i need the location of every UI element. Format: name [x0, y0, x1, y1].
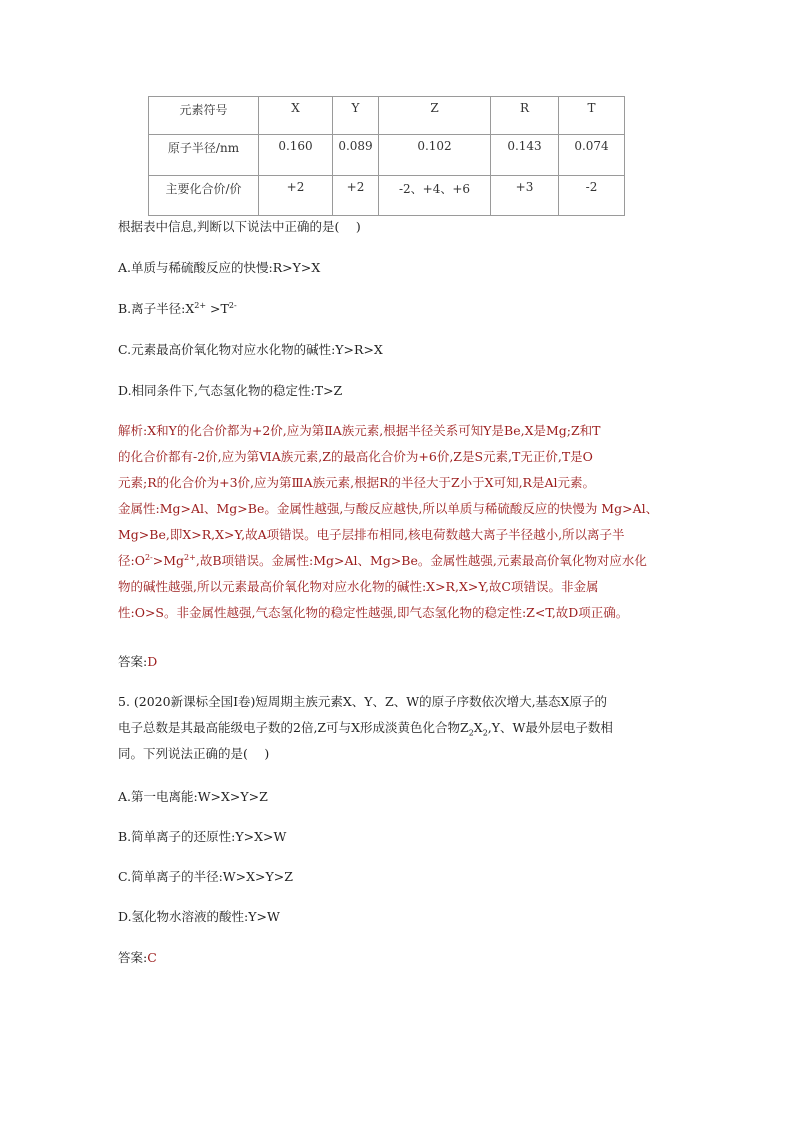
answer-line: 答案:C: [118, 950, 157, 965]
option-a: A.第一电离能:W>X>Y>Z: [118, 789, 268, 804]
analysis-line: 元素;R的化合价为+3价,应为第ⅢA族元素,根据R的半径大于Z小于X可知,R是Al元素。: [118, 475, 595, 490]
table-cell: 元素符号: [149, 97, 259, 135]
option-d: D.氢化物水溶液的酸性:Y>W: [118, 909, 280, 924]
table-cell: 0.160: [259, 135, 333, 176]
question-stem: 5. (2020新课标全国Ⅰ卷)短周期主族元素X、Y、Z、W的原子序数依次增大,基态X原子的: [118, 694, 607, 709]
table-cell: 0.089: [333, 135, 379, 176]
table-cell: X: [259, 97, 333, 135]
option-b: B.离子半径$:X^{2+} >T^{2-}$: [118, 300, 237, 316]
option-b: B.简单离子的还原性:Y>X>W: [118, 829, 287, 844]
question-stem: 电子总数是其最高能级电子数的2倍,Z可与X形成淡黄色化合物$Z_2X_2,Y$、W最外层电子数相: [118, 720, 613, 738]
table-cell: 0.074: [559, 135, 625, 176]
table-cell: Z: [379, 97, 491, 135]
question-stem: 同。下列说法正确的是( ): [118, 746, 270, 761]
table-cell: Y: [333, 97, 379, 135]
table-cell: -2、+4、+6: [379, 176, 491, 216]
table-row: [149, 97, 625, 135]
table-cell: 0.102: [379, 135, 491, 176]
analysis-line: 金属性:Mg>Al、Mg>Be。金属性越强,与酸反应越快,所以单质与稀硫酸反应的快慢为 Mg>Al、: [118, 501, 659, 516]
element-data-table: [148, 96, 625, 216]
table-cell: +2: [259, 176, 333, 216]
analysis-line: 径$:O^{2-}>Mg^{2+}$,故B项错误。金属性:Mg>Al、Mg>Be。金属性越强,元素最高价氧化物对应水化: [118, 552, 647, 568]
table-cell: 主要化合价/价: [149, 176, 259, 216]
answer-value: C: [147, 950, 157, 965]
answer-line: 答案:D: [118, 654, 158, 669]
table-cell: +2: [333, 176, 379, 216]
table-row: [149, 176, 625, 216]
option-c: C.简单离子的半径:W>X>Y>Z: [118, 869, 293, 884]
option-a: A.单质与稀硫酸反应的快慢:R>Y>X: [118, 260, 321, 275]
table-cell: R: [491, 97, 559, 135]
table-cell: 原子半径/nm: [149, 135, 259, 176]
analysis-line: 性:O>S。非金属性越强,气态氢化物的稳定性越强,即气态氢化物的稳定性:Z<T,故D项正确。: [118, 605, 629, 620]
table-cell: 0.143: [491, 135, 559, 176]
answer-value: D: [147, 654, 158, 669]
table-cell: -2: [559, 176, 625, 216]
option-d: D.相同条件下,气态氢化物的稳定性:T>Z: [118, 383, 343, 398]
option-c: C.元素最高价氧化物对应水化物的碱性:Y>R>X: [118, 342, 383, 357]
analysis-line: Mg>Be,即X>R,X>Y,故A项错误。电子层排布相同,核电荷数越大离子半径越小,所以离子半: [118, 527, 625, 542]
table-cell: +3: [491, 176, 559, 216]
analysis-line: 物的碱性越强,所以元素最高价氧化物对应水化物的碱性:X>R,X>Y,故C项错误。非金属: [118, 579, 599, 594]
table-cell: T: [559, 97, 625, 135]
analysis-line: 的化合价都有-2价,应为第ⅥA族元素,Z的最高化合价为+6价,Z是S元素,T无正价,T是O: [118, 449, 593, 464]
analysis-line: 解析:X和Y的化合价都为+2价,应为第ⅡA族元素,根据半径关系可知Y是Be,X是Mg;Z和T: [118, 423, 601, 438]
table-row: [149, 135, 625, 176]
question-stem: 根据表中信息,判断以下说法中正确的是( ): [118, 219, 361, 234]
